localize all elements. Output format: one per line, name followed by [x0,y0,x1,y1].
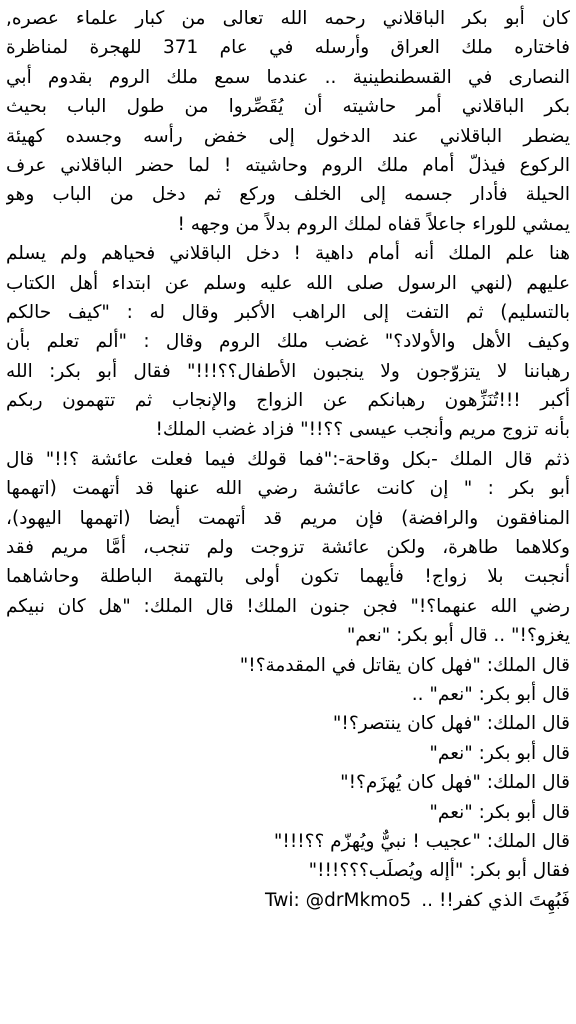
text-line: الحيلة فأدار جسمه إلى الخلف وركع ثم دخل من الباب وهو [6,184,570,206]
text-line: قال أبو بكر: "نعم" [429,801,570,823]
text-line: قال أبو بكر: "نعم" .. [411,683,570,705]
text-line: يمشي للوراء جاعلاً قفاه لملك الروم بدلاً من وجهه ! [177,213,570,235]
text-line: وكلاهما طاهرة، ولكن عائشة تزوجت ولم تنجب، أمَّا مريم فقد [6,537,570,559]
text-line: يغزو؟!" .. قال أبو بكر: "نعم" [346,625,570,647]
text-line: رضي الله عنهما؟!" فجن جنون الملك! قال الملك: "هل كان نبيكم [6,595,570,617]
closing-text: فَبُهِتَ الذي كفر!! .. [421,889,570,911]
text-line: يضطر الباقلاني عند الدخول إلى خفض رأسه وجسده كهيئة [6,125,570,147]
text-line: أبو بكر : " إن كانت عائشة رضي الله عنها قد أتهمت (اتهمها [6,478,570,500]
text-line: بأنه تزوج مريم وأنجب عيسى ؟؟!!" فزاد غضب الملك! [155,419,570,441]
text-line: فاختاره ملك العراق وأرسله في عام 371 للهجرة لمناظرة [6,37,570,59]
text-line: رهباننا لا يتزوّجون ولا ينجبون الأطفال؟؟!!!" فقال أبو بكر: الله [6,360,570,382]
text-line: وكيف الأهل والأولاد؟" غضب ملك الروم وقال : "ألم تعلم بأن [6,331,570,353]
text-line: أكبر !!!تُنَزِّهون رهبانكم عن الزواج والإنجاب ثم تتهمون ربكم [6,390,570,412]
twitter-handle: Twi: @drMkmo5 [265,889,412,911]
closing-row [6,886,570,915]
text-line: هنا علم الملك أنه أمام داهية ! دخل الباقلاني فحياهم ولم يسلم [6,243,570,265]
text-line: بالتسليم) ثم التفت إلى الراهب الأكبر وقال له : "كيف حالكم [6,301,570,323]
text-line: ذثم قال الملك -بكل وقاحة-:"فما قولك فيما فعلت عائشة ؟!!" قال [6,448,570,470]
text-line: قال الملك: "فهل كان ينتصر؟!" [332,713,570,735]
text-line: قال أبو بكر: "نعم" [429,742,570,764]
text-line: فقال أبو بكر: "أإله ويُصلَب؟؟؟!!!" [308,860,570,882]
text-line: عليهم (لنهي الرسول صلى الله عليه وسلم عن ابتداء أهل الكتاب [6,272,570,294]
text-line: النصارى في القسطنطينية .. عندما سمع ملك الروم بقدوم أبي [6,66,570,88]
text-line: المنافقون والرافضة) فإن مريم قد أتهمت أيضا (اتهمها اليهود)، [6,507,570,529]
text-line: بكر الباقلاني أمر حاشيته أن يُقَصِّروا من طول الباب بحيث [6,96,570,118]
text-line: قال الملك: "فهل كان يقاتل في المقدمة؟!" [239,654,570,676]
text-line: قال الملك: "فهل كان يُهزَم؟!" [340,772,570,794]
text-line: أنجبت بلا زواج! فأيهما تكون أولى بالتهمة الباطلة وحاشاهما [6,566,570,588]
text-line: قال الملك: "عجيب ! نبيٌّ ويُهزّم ؟؟!!!" [273,830,570,852]
text-line: الركوع فيذلّ أمام ملك الروم وحاشيته ! لما حضر الباقلاني عرف [6,154,570,176]
text-line: كان أبو بكر الباقلاني رحمه الله تعالى من كبار علماء عصره, [6,8,570,29]
